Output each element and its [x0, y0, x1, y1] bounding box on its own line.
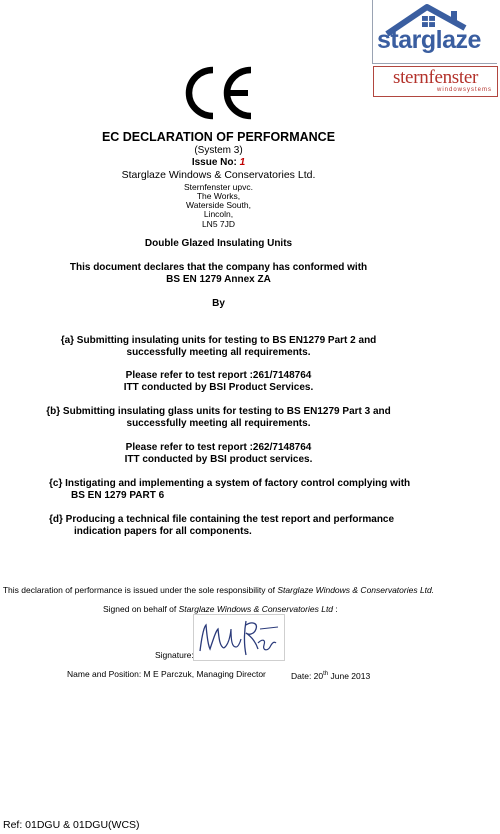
- sternfenster-tagline: windowsystems: [436, 87, 492, 93]
- name-and-position: Name and Position: M E Parczuk, Managing Director: [67, 669, 266, 679]
- date-suffix: June 2013: [328, 670, 371, 681]
- clause-b-ref-1: Please refer to test report :262/7148764: [125, 442, 312, 453]
- sternfenster-wordmark: sternfenster: [392, 67, 479, 88]
- clause-d-line-1: {d} Producing a technical file containing the test report and performance: [49, 514, 395, 525]
- company-name: Starglaze Windows & Conservatories Ltd.: [121, 169, 316, 181]
- responsibility-company: Starglaze Windows & Conservatories Ltd.: [277, 585, 435, 595]
- address-line-1: Sternfenster upvc.: [184, 182, 253, 192]
- clause-b-line-2: successfully meeting all requirements.: [126, 418, 311, 429]
- clause-a-ref-2: ITT conducted by BSI Product Services.: [123, 382, 314, 393]
- clause-b-line-1: {b} Submitting insulating glass units for testing to BS EN1279 Part 3 and: [46, 406, 391, 417]
- issue-number: 1: [239, 157, 246, 168]
- starglaze-wordmark: starglaze: [377, 26, 481, 54]
- signed-company: Starglaze Windows & Conservatories Ltd: [178, 604, 334, 614]
- document-reference: Ref: 01DGU & 01DGU(WCS): [3, 819, 140, 831]
- sternfenster-logo: [373, 66, 498, 97]
- signed-on-behalf: [103, 604, 338, 615]
- clause-d-line-2: indication papers for all components.: [74, 526, 252, 537]
- signed-suffix: :: [333, 604, 338, 614]
- clause-c-line-1: {c} Instigating and implementing a system of factory control complying with: [49, 478, 411, 489]
- responsibility-statement: [0, 585, 437, 596]
- declaration-line-2: BS EN 1279 Annex ZA: [166, 274, 271, 285]
- signed-prefix: Signed on behalf of: [103, 604, 179, 614]
- responsibility-prefix: This declaration of performance is issued under the sole responsibility of: [2, 585, 278, 595]
- address-line-2: The Works,: [196, 191, 241, 201]
- date-prefix: Date: 20: [291, 670, 324, 681]
- address-line-5: LN5 7JD: [201, 219, 236, 229]
- clause-c-line-2: BS EN 1279 PART 6: [71, 490, 165, 501]
- address-line-3: Waterside South,: [186, 200, 251, 210]
- date-superscript: th: [323, 671, 329, 677]
- system-label: (System 3): [194, 145, 243, 156]
- issue-label: Issue No:: [191, 157, 237, 168]
- declaration-line-1: This document declares that the company has conformed with: [69, 262, 368, 273]
- by-label: By: [212, 298, 225, 309]
- document-title: EC DECLARATION OF PERFORMANCE: [101, 130, 336, 144]
- clause-b-ref-2: ITT conducted by BSI product services.: [124, 454, 313, 465]
- issue-line: [0, 157, 437, 169]
- starglaze-logo: [372, 0, 497, 64]
- date-line: [291, 669, 370, 681]
- signature-label: Signature:: [155, 650, 194, 660]
- clause-a-line-1: {a} Submitting insulating units for testing to BS EN1279 Part 2 and: [60, 335, 377, 346]
- address-line-4: Lincoln,: [203, 209, 234, 219]
- ce-mark-icon: [180, 64, 256, 122]
- clause-a-line-2: successfully meeting all requirements.: [126, 347, 311, 358]
- handwritten-signature: [193, 614, 285, 661]
- clause-a-ref-1: Please refer to test report :261/7148764: [125, 370, 312, 381]
- product-title: Double Glazed Insulating Units: [144, 238, 293, 249]
